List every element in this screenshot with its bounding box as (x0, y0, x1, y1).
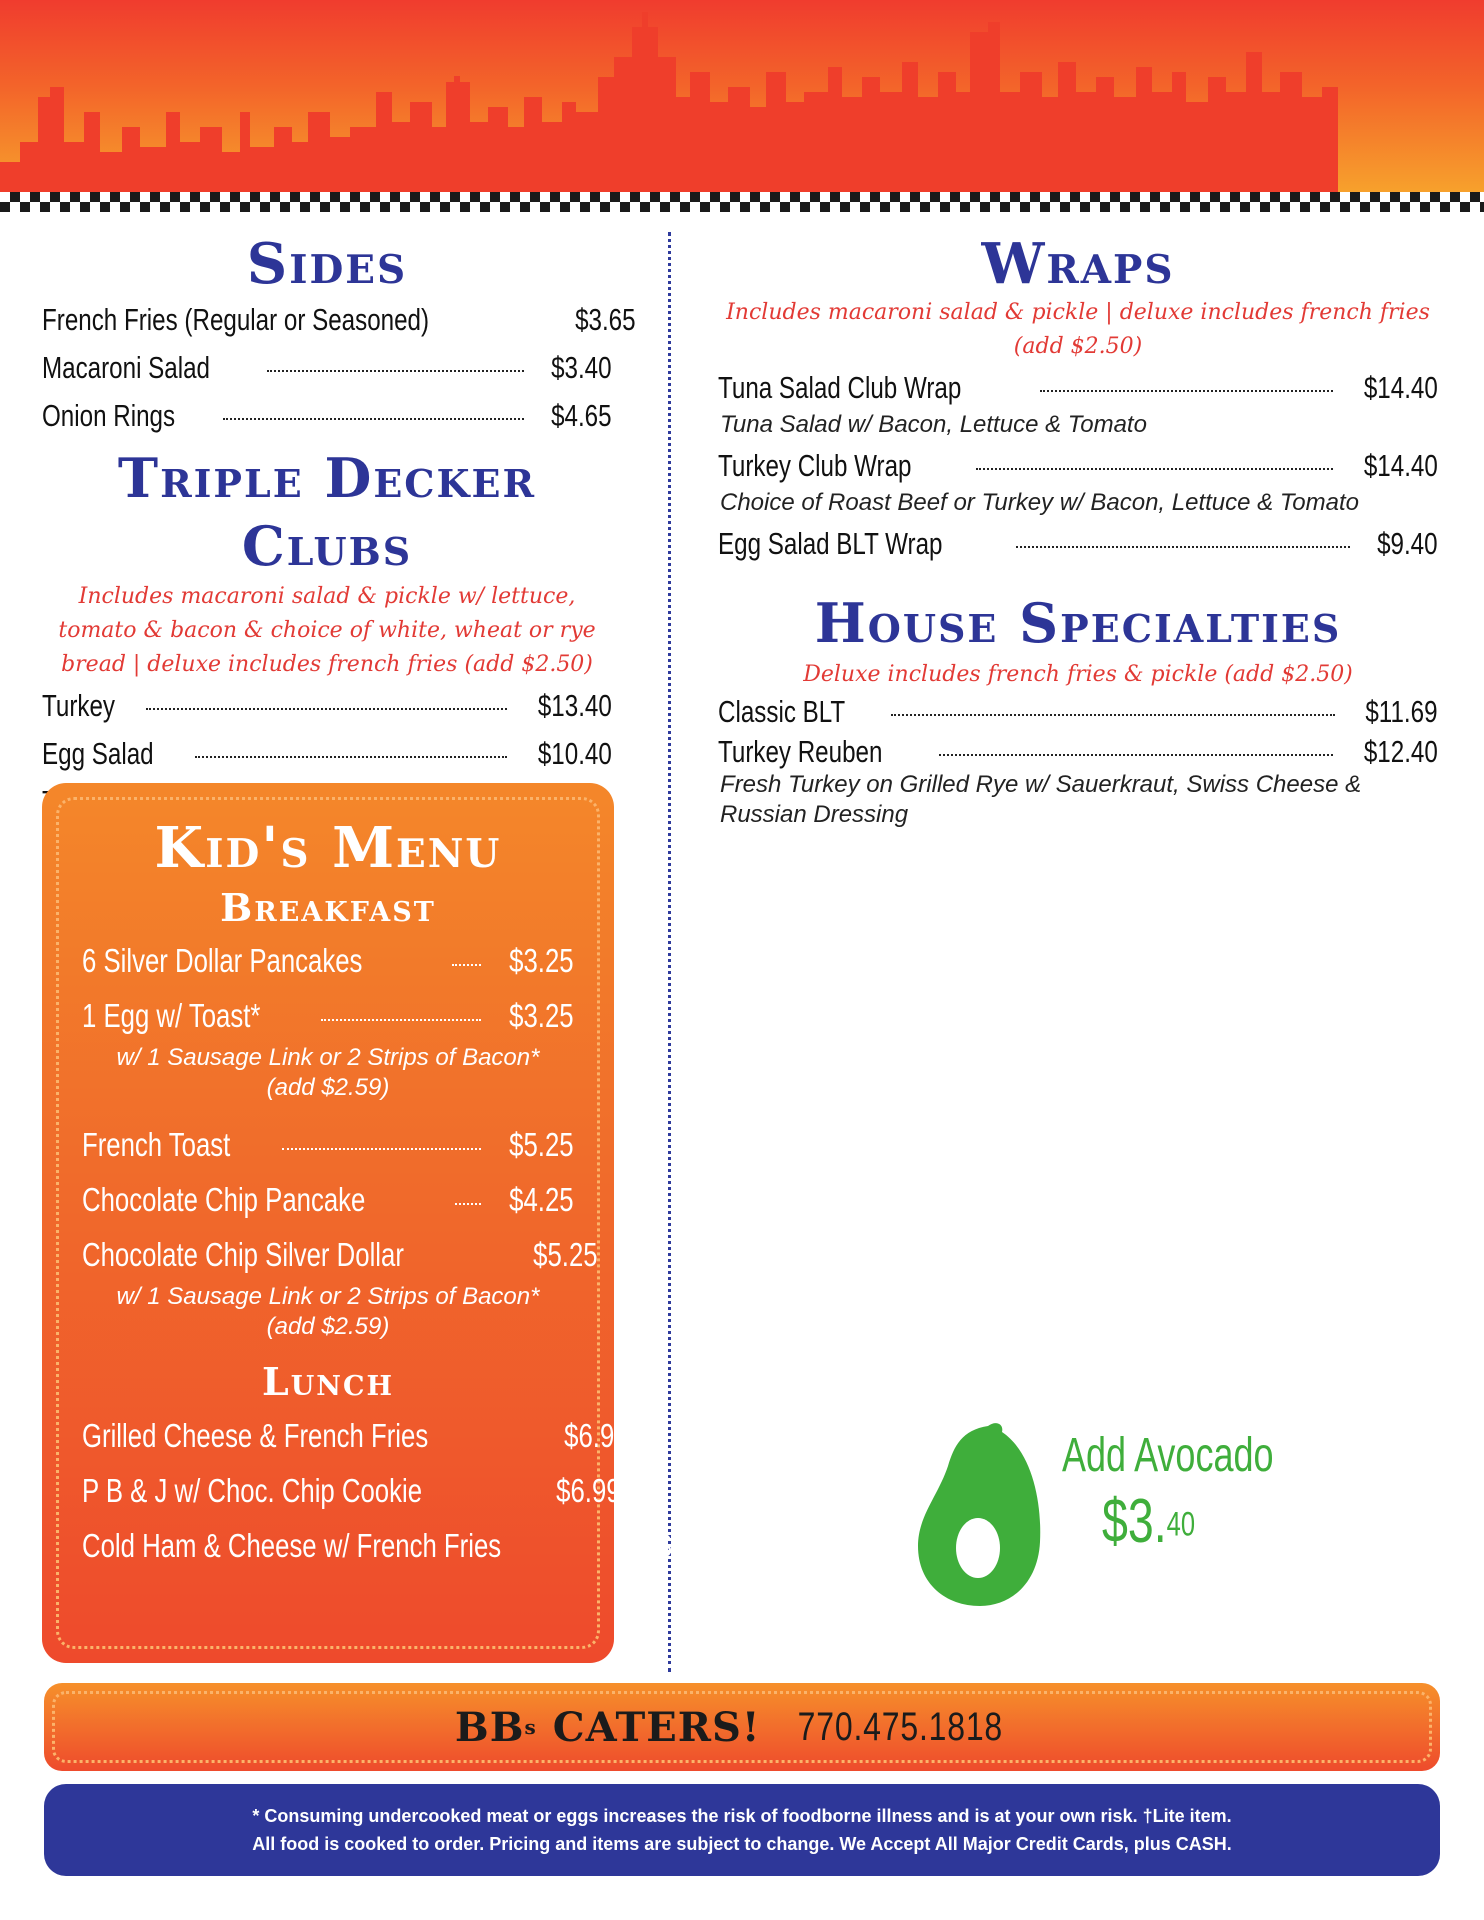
item-price: $11.69 (1365, 694, 1438, 729)
kids-breakfast-title: Breakfast (220, 885, 436, 930)
item-price: $6.99 (556, 1472, 621, 1509)
avocado-label: Add Avocado (1062, 1429, 1274, 1482)
specialties-title: House Specialties (814, 591, 1342, 655)
item-name: Turkey (42, 688, 116, 723)
kids-addon-note (82, 1282, 574, 1342)
right-column (718, 232, 1438, 832)
avocado-price-main: $3. (1102, 1487, 1167, 1556)
wraps-title: Wraps (981, 231, 1175, 297)
menu-item (82, 1172, 574, 1227)
specialties-subtitle: Deluxe includes french fries & pickle (add $2.50) (803, 662, 1353, 687)
item-price: $3.25 (509, 997, 574, 1034)
menu-item (82, 933, 574, 988)
addon-line1: w/ 1 Sausage Link or 2 Strips of Bacon* (116, 1044, 540, 1071)
menu-item (718, 364, 1438, 412)
dot-leader (223, 418, 525, 420)
avocado-price-cents: 40 (1166, 1505, 1196, 1544)
column-divider (668, 232, 671, 1672)
item-price: $3.65 (575, 302, 636, 337)
kids-menu-content (82, 813, 722, 1573)
item-price: $14.40 (1364, 448, 1438, 483)
menu-item (42, 344, 612, 392)
dot-leader (939, 754, 1333, 756)
dot-leader (1040, 390, 1333, 392)
city-skyline-graphic (0, 12, 1484, 192)
menu-item (82, 1408, 629, 1463)
item-name: Onion Rings (42, 398, 176, 433)
item-name: Turkey Reuben (718, 734, 883, 769)
dot-leader (891, 714, 1335, 716)
menu-item (82, 1463, 621, 1518)
menu-item (82, 1227, 598, 1282)
wraps-subtitle-line2: (add $2.50) (1013, 334, 1143, 359)
item-name: Egg Salad (42, 736, 154, 771)
item-name: Turkey Club Wrap (718, 448, 912, 483)
avocado-addon (916, 1420, 1274, 1610)
dot-leader (195, 756, 507, 758)
caters-text: CATERS! (552, 1703, 761, 1751)
clubs-subtitle-line2: tomato & bacon & choice of white, wheat or rye (58, 618, 596, 643)
menu-item (718, 692, 1438, 732)
item-price: $4.65 (551, 398, 612, 433)
kids-addon-note (82, 1043, 574, 1103)
sides-title: Sides (246, 231, 408, 297)
item-price: $6.99 (563, 1417, 629, 1454)
item-name: 1 Egg w/ Toast* (82, 997, 261, 1034)
item-name: Classic BLT (718, 694, 846, 729)
item-price: $6.99 (657, 1527, 722, 1564)
wraps-subtitle-line1: Includes macaroni salad & pickle | deluxe includes french fries (726, 300, 1430, 325)
item-name: French Toast (82, 1126, 231, 1163)
kids-menu-title: Kid's Menu (154, 815, 502, 881)
menu-item (42, 392, 612, 440)
item-price: $5.25 (509, 1126, 574, 1163)
avocado-icon (916, 1420, 1046, 1610)
menu-item (82, 988, 574, 1043)
dot-leader (455, 1203, 481, 1205)
left-column (42, 231, 636, 826)
item-price: $12.40 (1364, 734, 1438, 769)
item-price: $3.25 (509, 942, 574, 979)
item-name: Grilled Cheese & French Fries (82, 1417, 429, 1454)
menu-item (42, 730, 612, 778)
item-name: Chocolate Chip Silver Dollar (82, 1236, 404, 1273)
dot-leader (452, 964, 482, 966)
dot-leader (267, 370, 524, 372)
item-name: P B & J w/ Choc. Chip Cookie (82, 1472, 423, 1509)
item-name: Cold Ham & Cheese w/ French Fries (82, 1527, 502, 1564)
item-name: Chocolate Chip Pancake (82, 1181, 366, 1218)
specialties-list (718, 692, 1438, 830)
caters-brand: BB (454, 1703, 525, 1751)
caters-phone[interactable]: 770.475.1818 (798, 1704, 1004, 1749)
menu-item (718, 520, 1438, 568)
avocado-price (1102, 1486, 1195, 1557)
menu-item (718, 732, 1438, 772)
caters-brand-sup: s (524, 1715, 537, 1739)
item-price: $4.25 (509, 1181, 574, 1218)
addon-line1: w/ 1 Sausage Link or 2 Strips of Bacon* (116, 1283, 540, 1310)
item-price: $14.40 (1364, 370, 1438, 405)
clubs-subtitle-line1: Includes macaroni salad & pickle w/ lettuce, (78, 584, 576, 609)
menu-item (82, 1117, 574, 1172)
menu-item (42, 682, 612, 730)
menu-item (42, 296, 636, 344)
item-name: 6 Silver Dollar Pancakes (82, 942, 363, 979)
clubs-title: Triple Decker Clubs (117, 446, 537, 578)
disclaimer-footer (44, 1784, 1440, 1876)
caters-dotted-border (52, 1691, 1432, 1763)
item-description: Choice of Roast Beef or Turkey w/ Bacon, Lettuce & Tomato (720, 489, 1359, 516)
disclaimer-line1: * Consuming undercooked meat or eggs increases the risk of foodborne illness and is at your own risk. †Lite item. (252, 1806, 1232, 1826)
dot-leader (976, 468, 1333, 470)
reuben-desc-line1: Fresh Turkey on Grilled Rye w/ Sauerkraut, Swiss Cheese & (720, 771, 1362, 798)
disclaimer-line2: All food is cooked to order. Pricing and items are subject to change. We Accept All Major Credit Cards, plus CASH. (252, 1834, 1232, 1854)
item-description (720, 770, 1438, 830)
item-price: $10.40 (538, 736, 612, 771)
dot-leader (282, 1148, 481, 1150)
menu-item (82, 1518, 722, 1573)
item-name: Egg Salad BLT Wrap (718, 526, 943, 561)
kids-lunch-title: Lunch (262, 1359, 394, 1404)
item-price: $5.25 (532, 1236, 598, 1273)
item-name: Macaroni Salad (42, 350, 211, 385)
addon-line2: (add $2.59) (266, 1074, 390, 1101)
clubs-subtitle-line3: bread | deluxe includes french fries (add $2.50) (61, 652, 593, 677)
dot-leader (1016, 546, 1351, 548)
header-banner (0, 0, 1484, 192)
item-name: French Fries (Regular or Seasoned) (42, 302, 430, 337)
item-price: $9.40 (1377, 526, 1438, 561)
item-name: Tuna Salad Club Wrap (718, 370, 962, 405)
item-price: $13.40 (538, 688, 612, 723)
kids-menu-box (42, 783, 722, 1663)
caters-banner (44, 1683, 1440, 1771)
reuben-desc-line2: Russian Dressing (720, 801, 909, 828)
item-description: Tuna Salad w/ Bacon, Lettuce & Tomato (720, 411, 1147, 438)
item-price: $3.40 (551, 350, 612, 385)
dot-leader (321, 1019, 482, 1021)
wraps-list (718, 364, 1438, 568)
checkered-border (0, 192, 1484, 212)
dot-leader (146, 708, 508, 710)
addon-line2: (add $2.59) (266, 1313, 390, 1340)
menu-item (718, 442, 1438, 490)
sides-list (42, 296, 636, 440)
